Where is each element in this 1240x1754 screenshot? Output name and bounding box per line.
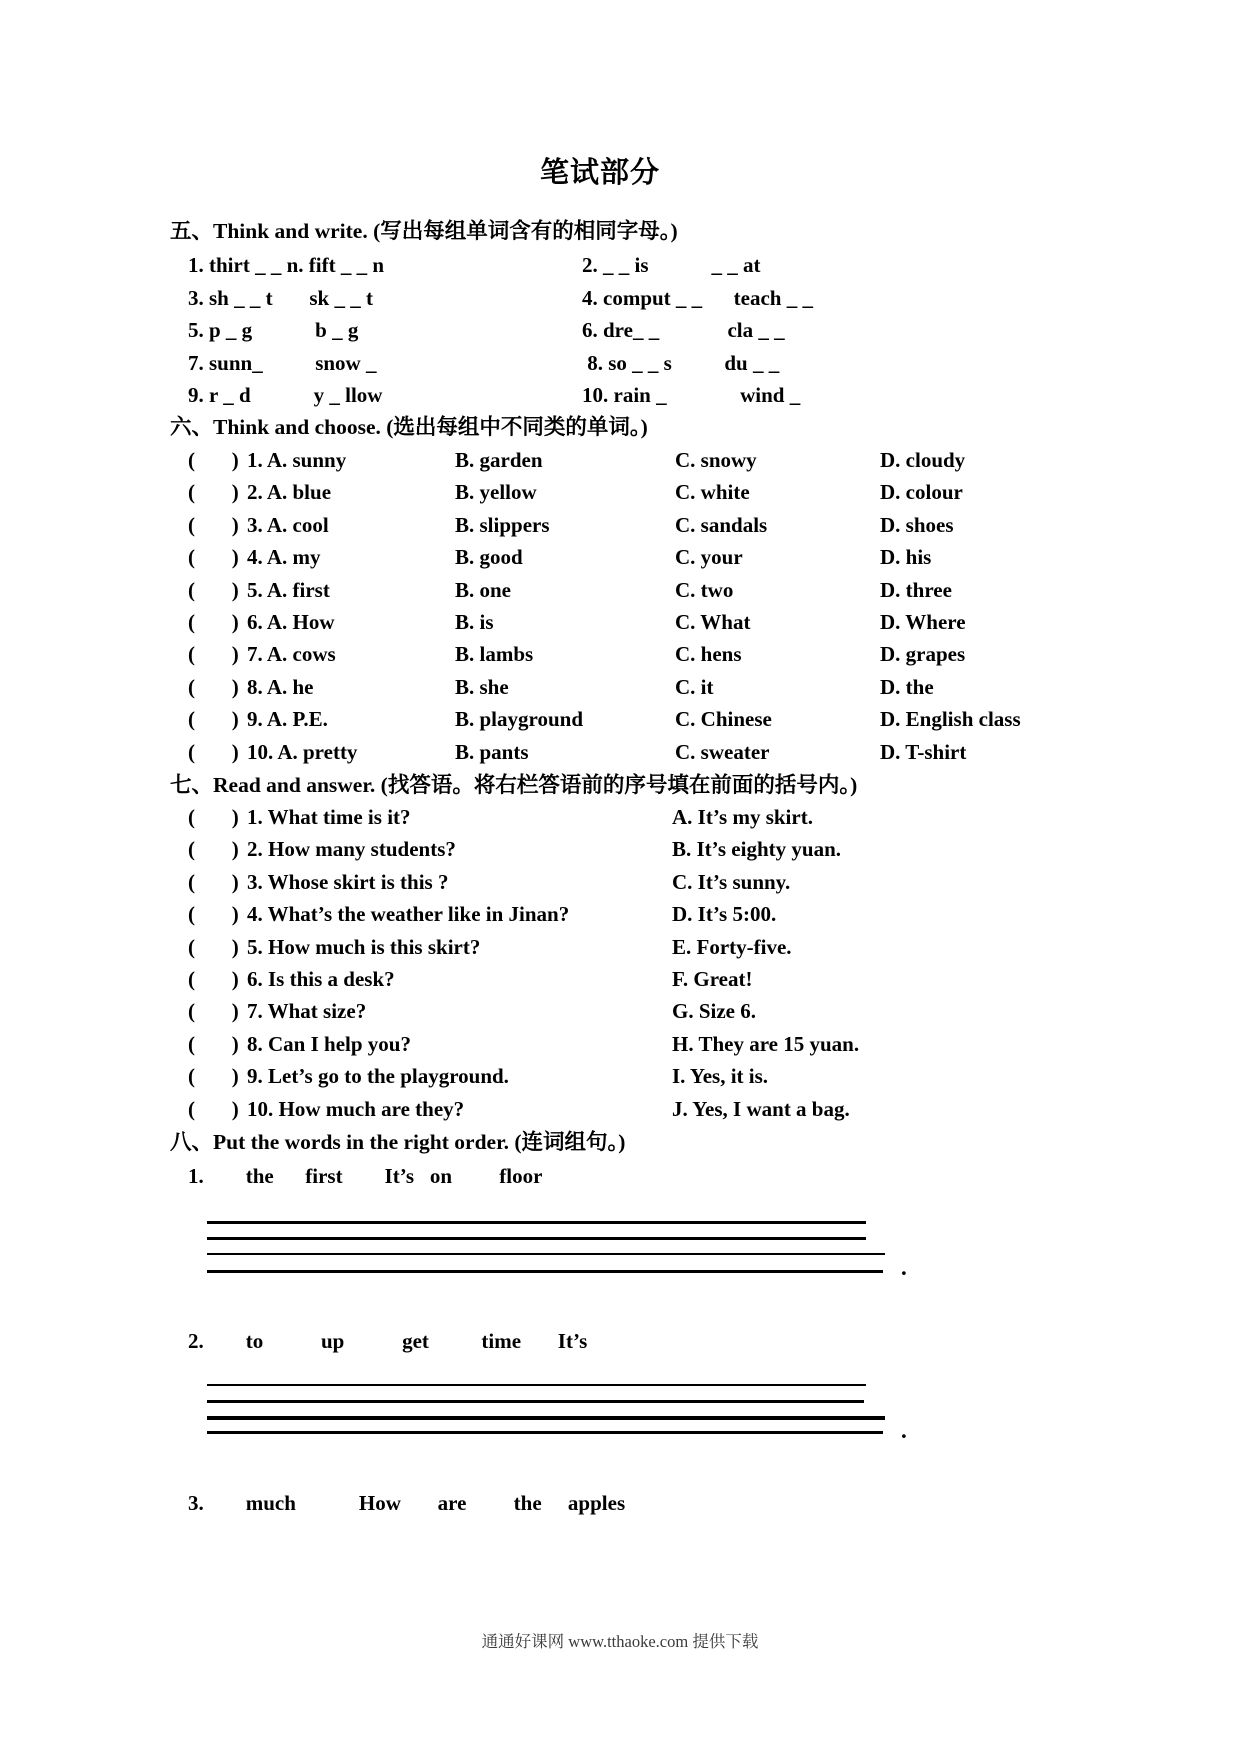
answer-parens: ( ) [188,805,239,829]
write-item-left: 5. p _ g b _ g [188,318,359,343]
section6-heading: 六、Think and choose. (选出每组中不同类的单词。) [170,415,648,439]
option-d: D. English class [880,707,1021,732]
match-row [188,833,1210,865]
option-a: 2. A. blue [247,480,332,505]
section5-heading: 五、Think and write. (写出每组单词含有的相同字母。) [170,219,678,243]
answer-parens: ( ) [188,1031,239,1056]
answer-text: B. It’s eighty yuan. [672,837,841,862]
option-b: B. garden [455,448,543,472]
option-a: 4. A. my [247,545,321,570]
answer-parens: ( ) [188,642,239,667]
option-c: C. What [675,610,751,635]
answer-parens: ( ) [188,512,239,537]
question-text: 5. How much is this skirt? [247,934,481,959]
answer-parens: ( ) [188,934,239,959]
option-b: B. one [455,577,512,602]
answer-parens: ( ) [188,707,239,732]
writing-line [207,1400,864,1403]
choose-row [188,606,1210,638]
answer-text: C. It’s sunny. [672,869,791,894]
write-item-left: 3. sh _ _ t sk _ _ t [188,285,373,310]
write-item-right: 6. dre_ _ cla _ _ [582,318,785,343]
option-a: 3. A. cool [247,512,329,537]
question-text: 1. What time is it? [247,805,411,829]
option-d: D. Where [880,610,966,635]
option-c: C. hens [675,642,742,667]
match-row [188,1093,1210,1125]
write-item-right: 8. so _ _ s du _ _ [582,350,780,375]
choose-row [188,509,1210,541]
option-b: B. playground [455,707,583,732]
option-b: B. yellow [455,480,537,505]
answer-parens: ( ) [188,577,239,602]
write-item-left: 1. thirt _ _ n. fift _ _ n [188,253,384,277]
page-title: 笔试部分 [539,157,660,189]
sentence-period: . [901,1255,907,1280]
write-row [188,379,1200,412]
option-d: D. his [880,545,932,570]
write-item-left: 9. r _ d y _ llow [188,383,383,408]
answer-parens: ( ) [188,837,239,862]
option-d: D. grapes [880,642,966,667]
option-b: B. slippers [455,512,550,537]
answer-parens: ( ) [188,610,239,635]
answer-parens: ( ) [188,1064,239,1089]
match-row [188,1028,1210,1060]
option-a: 7. A. cows [247,642,336,667]
writing-line [207,1416,885,1420]
answer-parens: ( ) [188,480,239,505]
choose-row [188,476,1210,508]
answer-text: H. They are 15 yuan. [672,1031,860,1056]
answer-text: A. It’s my skirt. [672,805,813,829]
match-row [188,801,1210,833]
write-row [188,249,1200,282]
section7-heading: 七、Read and answer. (找答语。将右栏答语前的序号填在前面的括号内。) [170,773,858,797]
option-d: D. cloudy [880,448,966,472]
option-c: C. your [675,545,743,570]
question-text: 7. What size? [247,999,367,1024]
sentence-period: . [901,1418,907,1443]
choose-row [188,541,1210,573]
option-d: D. shoes [880,512,954,537]
question-text: 9. Let’s go to the playground. [247,1064,509,1089]
write-row [188,347,1200,380]
match-row [188,963,1210,995]
answer-parens: ( ) [188,967,239,992]
match-row [188,931,1210,963]
writing-line [207,1253,885,1255]
choose-row [188,444,1210,476]
question-text: 10. How much are they? [247,1096,465,1121]
option-d: D. three [880,577,952,602]
option-c: C. it [675,674,714,699]
match-row [188,995,1210,1027]
answer-parens: ( ) [188,902,239,927]
write-item-right: 10. rain _ wind _ [582,383,801,408]
answer-parens: ( ) [188,869,239,894]
option-c: C. Chinese [675,707,772,732]
answer-text: D. It’s 5:00. [672,902,777,927]
question-text: 2. How many students? [247,837,456,862]
writing-line [207,1221,866,1224]
option-a: 9. A. P.E. [247,707,328,732]
option-b: B. pants [455,739,529,764]
write-row [188,282,1200,315]
section8-heading: 八、Put the words in the right order. (连词组句。) [170,1130,626,1154]
answer-parens: ( ) [188,674,239,699]
option-b: B. good [455,545,523,570]
match-row [188,1060,1210,1092]
option-a: 5. A. first [247,577,330,602]
word-bank-row: 2. to up get time It’s [188,1329,588,1353]
choose-row [188,736,1210,768]
match-row [188,898,1210,930]
option-c: C. sweater [675,739,770,764]
section5-rows [188,249,1200,412]
answer-parens: ( ) [188,448,239,472]
option-b: B. is [455,610,494,635]
writing-line [207,1431,883,1434]
writing-line [207,1237,866,1240]
writing-line [207,1270,883,1273]
choose-row [188,574,1210,606]
word-bank-row: 3. much How are the apples [188,1491,626,1515]
option-a: 10. A. pretty [247,739,358,764]
write-item-right: 2. _ _ is _ _ at [582,253,761,277]
question-text: 3. Whose skirt is this ? [247,869,449,894]
answer-parens: ( ) [188,545,239,570]
option-c: C. snowy [675,448,757,472]
footer-text: 通通好课网 www.tthaoke.com 提供下载 [481,1632,759,1651]
write-item-left: 7. sunn_ snow _ [188,350,377,375]
answer-text: F. Great! [672,967,753,992]
word-bank-row: 1. the first It’s on floor [188,1164,543,1188]
choose-row [188,703,1210,735]
answer-parens: ( ) [188,1096,239,1121]
option-a: 6. A. How [247,610,335,635]
question-text: 8. Can I help you? [247,1031,411,1056]
section7-rows [188,801,1210,1125]
write-item-right: 4. comput _ _ teach _ _ [582,285,813,310]
option-d: D. colour [880,480,963,505]
option-c: C. two [675,577,734,602]
answer-text: G. Size 6. [672,999,756,1024]
write-row [188,314,1200,347]
answer-parens: ( ) [188,999,239,1024]
option-a: 8. A. he [247,674,314,699]
choose-row [188,638,1210,670]
option-d: D. T-shirt [880,739,967,764]
option-a: 1. A. sunny [247,448,347,472]
answer-parens: ( ) [188,739,239,764]
answer-text: I. Yes, it is. [672,1064,769,1089]
option-c: C. sandals [675,512,768,537]
option-b: B. she [455,674,509,699]
choose-row [188,671,1210,703]
option-d: D. the [880,674,934,699]
writing-line [207,1384,866,1386]
option-b: B. lambs [455,642,534,667]
answer-text: E. Forty-five. [672,934,792,959]
question-text: 6. Is this a desk? [247,967,395,992]
option-c: C. white [675,480,750,505]
answer-text: J. Yes, I want a bag. [672,1096,850,1121]
question-text: 4. What’s the weather like in Jinan? [247,902,570,927]
section6-rows [188,444,1210,768]
match-row [188,866,1210,898]
